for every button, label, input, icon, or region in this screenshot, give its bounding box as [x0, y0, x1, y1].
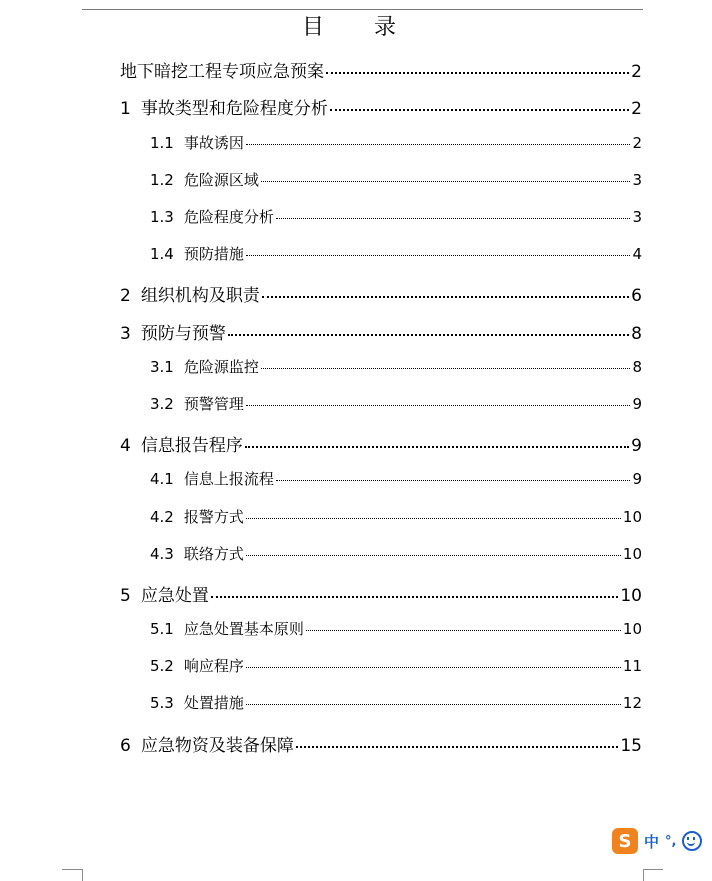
crop-mark-left-vertical — [82, 869, 83, 881]
toc-page-number: 12 — [622, 694, 642, 712]
toc-entry-number: 1.4 — [150, 245, 174, 263]
toc-page-number: 11 — [622, 657, 642, 675]
toc-entry-number: 4.3 — [150, 545, 174, 563]
toc-entry-title: 地下暗挖工程专项应急预案 — [120, 62, 324, 82]
toc-page-number: 3 — [632, 171, 642, 189]
toc-dot-leader — [211, 596, 619, 598]
toc-dot-leader — [330, 109, 629, 111]
toc-entry-number: 3 — [120, 324, 131, 344]
toc-page-number: 2 — [632, 134, 642, 152]
toc-dot-leader — [276, 480, 631, 481]
toc-entry[interactable] — [150, 206, 642, 227]
crop-mark-left — [62, 869, 82, 870]
toc-entry-title: 应急处置基本原则 — [183, 620, 304, 638]
toc-entry[interactable] — [120, 731, 642, 756]
toc-page-number: 10 — [622, 508, 642, 526]
toc-page-number: 8 — [632, 358, 642, 376]
toc-dot-leader — [246, 405, 631, 406]
toc-dot-leader — [276, 218, 631, 219]
toc-entry-title: 预防措施 — [183, 245, 244, 263]
toc-entry-title: 危险程度分析 — [183, 208, 274, 226]
toc-entry-number: 1.1 — [150, 134, 174, 152]
toc-entry[interactable] — [120, 94, 642, 119]
toc-entry-title: 预警管理 — [183, 395, 244, 413]
toc-dot-leader — [246, 667, 621, 668]
toc-entry-number: 1.2 — [150, 171, 174, 189]
toc-entry-title: 应急处置 — [140, 586, 209, 606]
toc-entry-number: 5.3 — [150, 694, 174, 712]
toc-page-number: 10 — [622, 620, 642, 638]
toc-page-number: 8 — [631, 324, 642, 344]
toc-dot-leader — [246, 518, 621, 519]
toc-entry[interactable] — [150, 618, 642, 639]
toc-entry-title: 事故类型和危险程度分析 — [140, 99, 328, 119]
toc-page-number: 9 — [632, 470, 642, 488]
toc-dot-leader — [246, 255, 631, 256]
toc-page-number: 6 — [631, 286, 642, 306]
toc-entry-number: 5.1 — [150, 620, 174, 638]
toc-page-number: 4 — [632, 245, 642, 263]
toc-entry-number: 6 — [120, 736, 131, 756]
toc-entry[interactable] — [150, 393, 642, 414]
toc-entry-title: 信息上报流程 — [183, 470, 274, 488]
toc-entry-number: 3.1 — [150, 358, 174, 376]
toc-entry-number: 1.3 — [150, 208, 174, 226]
toc-entry[interactable] — [150, 356, 642, 377]
toc-entry-title: 危险源监控 — [183, 358, 259, 376]
toc-dot-leader — [246, 704, 621, 705]
crop-mark-right — [643, 869, 663, 870]
toc-entry-number: 4.2 — [150, 508, 174, 526]
toc-dot-leader — [262, 296, 629, 298]
toc-dot-leader — [306, 630, 621, 631]
toc-entry[interactable] — [150, 506, 642, 527]
toc-dot-leader — [261, 368, 631, 369]
toc-entry-title: 联络方式 — [183, 545, 244, 563]
toc-entry-number: 5 — [120, 586, 131, 606]
crop-mark-right-vertical — [643, 869, 644, 881]
toc-dot-leader — [245, 446, 629, 448]
toc-entry[interactable] — [150, 169, 642, 190]
toc-page-number: 9 — [631, 436, 642, 456]
toc-entry-number: 1 — [120, 99, 131, 119]
toc-page-number: 15 — [620, 736, 642, 756]
toc-page-number: 10 — [620, 586, 642, 606]
toc-entry-title: 危险源区域 — [183, 171, 259, 189]
toc-dot-leader — [246, 144, 631, 145]
toc-page-number: 9 — [632, 395, 642, 413]
toc-entry-title: 响应程序 — [183, 657, 244, 675]
toc-entry-number: 2 — [120, 286, 131, 306]
toc-entry[interactable] — [120, 281, 642, 306]
sogou-logo-icon[interactable]: S — [612, 828, 638, 854]
toc-dot-leader — [261, 181, 631, 182]
toc-page-number: 3 — [632, 208, 642, 226]
toc-entry[interactable] — [120, 57, 642, 82]
toc-entry[interactable] — [150, 543, 642, 564]
toc-entry[interactable] — [150, 692, 642, 713]
toc-entry-title: 应急物资及装备保障 — [140, 736, 294, 756]
toc-page-number: 2 — [631, 62, 642, 82]
toc-dot-leader — [228, 334, 629, 336]
toc-dot-leader — [246, 555, 621, 556]
toc-entry[interactable] — [150, 468, 642, 489]
toc-entry[interactable] — [150, 132, 642, 153]
toc-entry-title: 信息报告程序 — [140, 436, 243, 456]
toc-entry[interactable] — [120, 319, 642, 344]
ime-language-toggle[interactable]: 中 — [644, 832, 660, 851]
toc-entry-title: 组织机构及职责 — [140, 286, 260, 306]
toc-entry[interactable] — [120, 581, 642, 606]
toc-title: 目 录 — [301, 15, 410, 40]
toc-entry-number: 5.2 — [150, 657, 174, 675]
smiley-icon[interactable] — [682, 831, 702, 851]
toc-dot-leader — [326, 72, 629, 74]
toc-entry[interactable] — [150, 655, 642, 676]
toc-entry[interactable] — [150, 243, 642, 264]
toc-dot-leader — [296, 746, 619, 748]
toc-entry-number: 3.2 — [150, 395, 174, 413]
toc-entry-title: 事故诱因 — [183, 134, 244, 152]
toc-entry-title: 处置措施 — [183, 694, 244, 712]
toc-page-number: 2 — [631, 99, 642, 119]
toc-entry-number: 4.1 — [150, 470, 174, 488]
ime-status-bar[interactable] — [612, 825, 712, 857]
ime-punctuation-toggle[interactable]: °, — [665, 833, 677, 849]
toc-entry-title: 预防与预警 — [140, 324, 226, 344]
toc-entry-title: 报警方式 — [183, 508, 244, 526]
toc-entry-number: 4 — [120, 436, 131, 456]
toc-page-number: 10 — [622, 545, 642, 563]
toc-entry[interactable] — [120, 431, 642, 456]
